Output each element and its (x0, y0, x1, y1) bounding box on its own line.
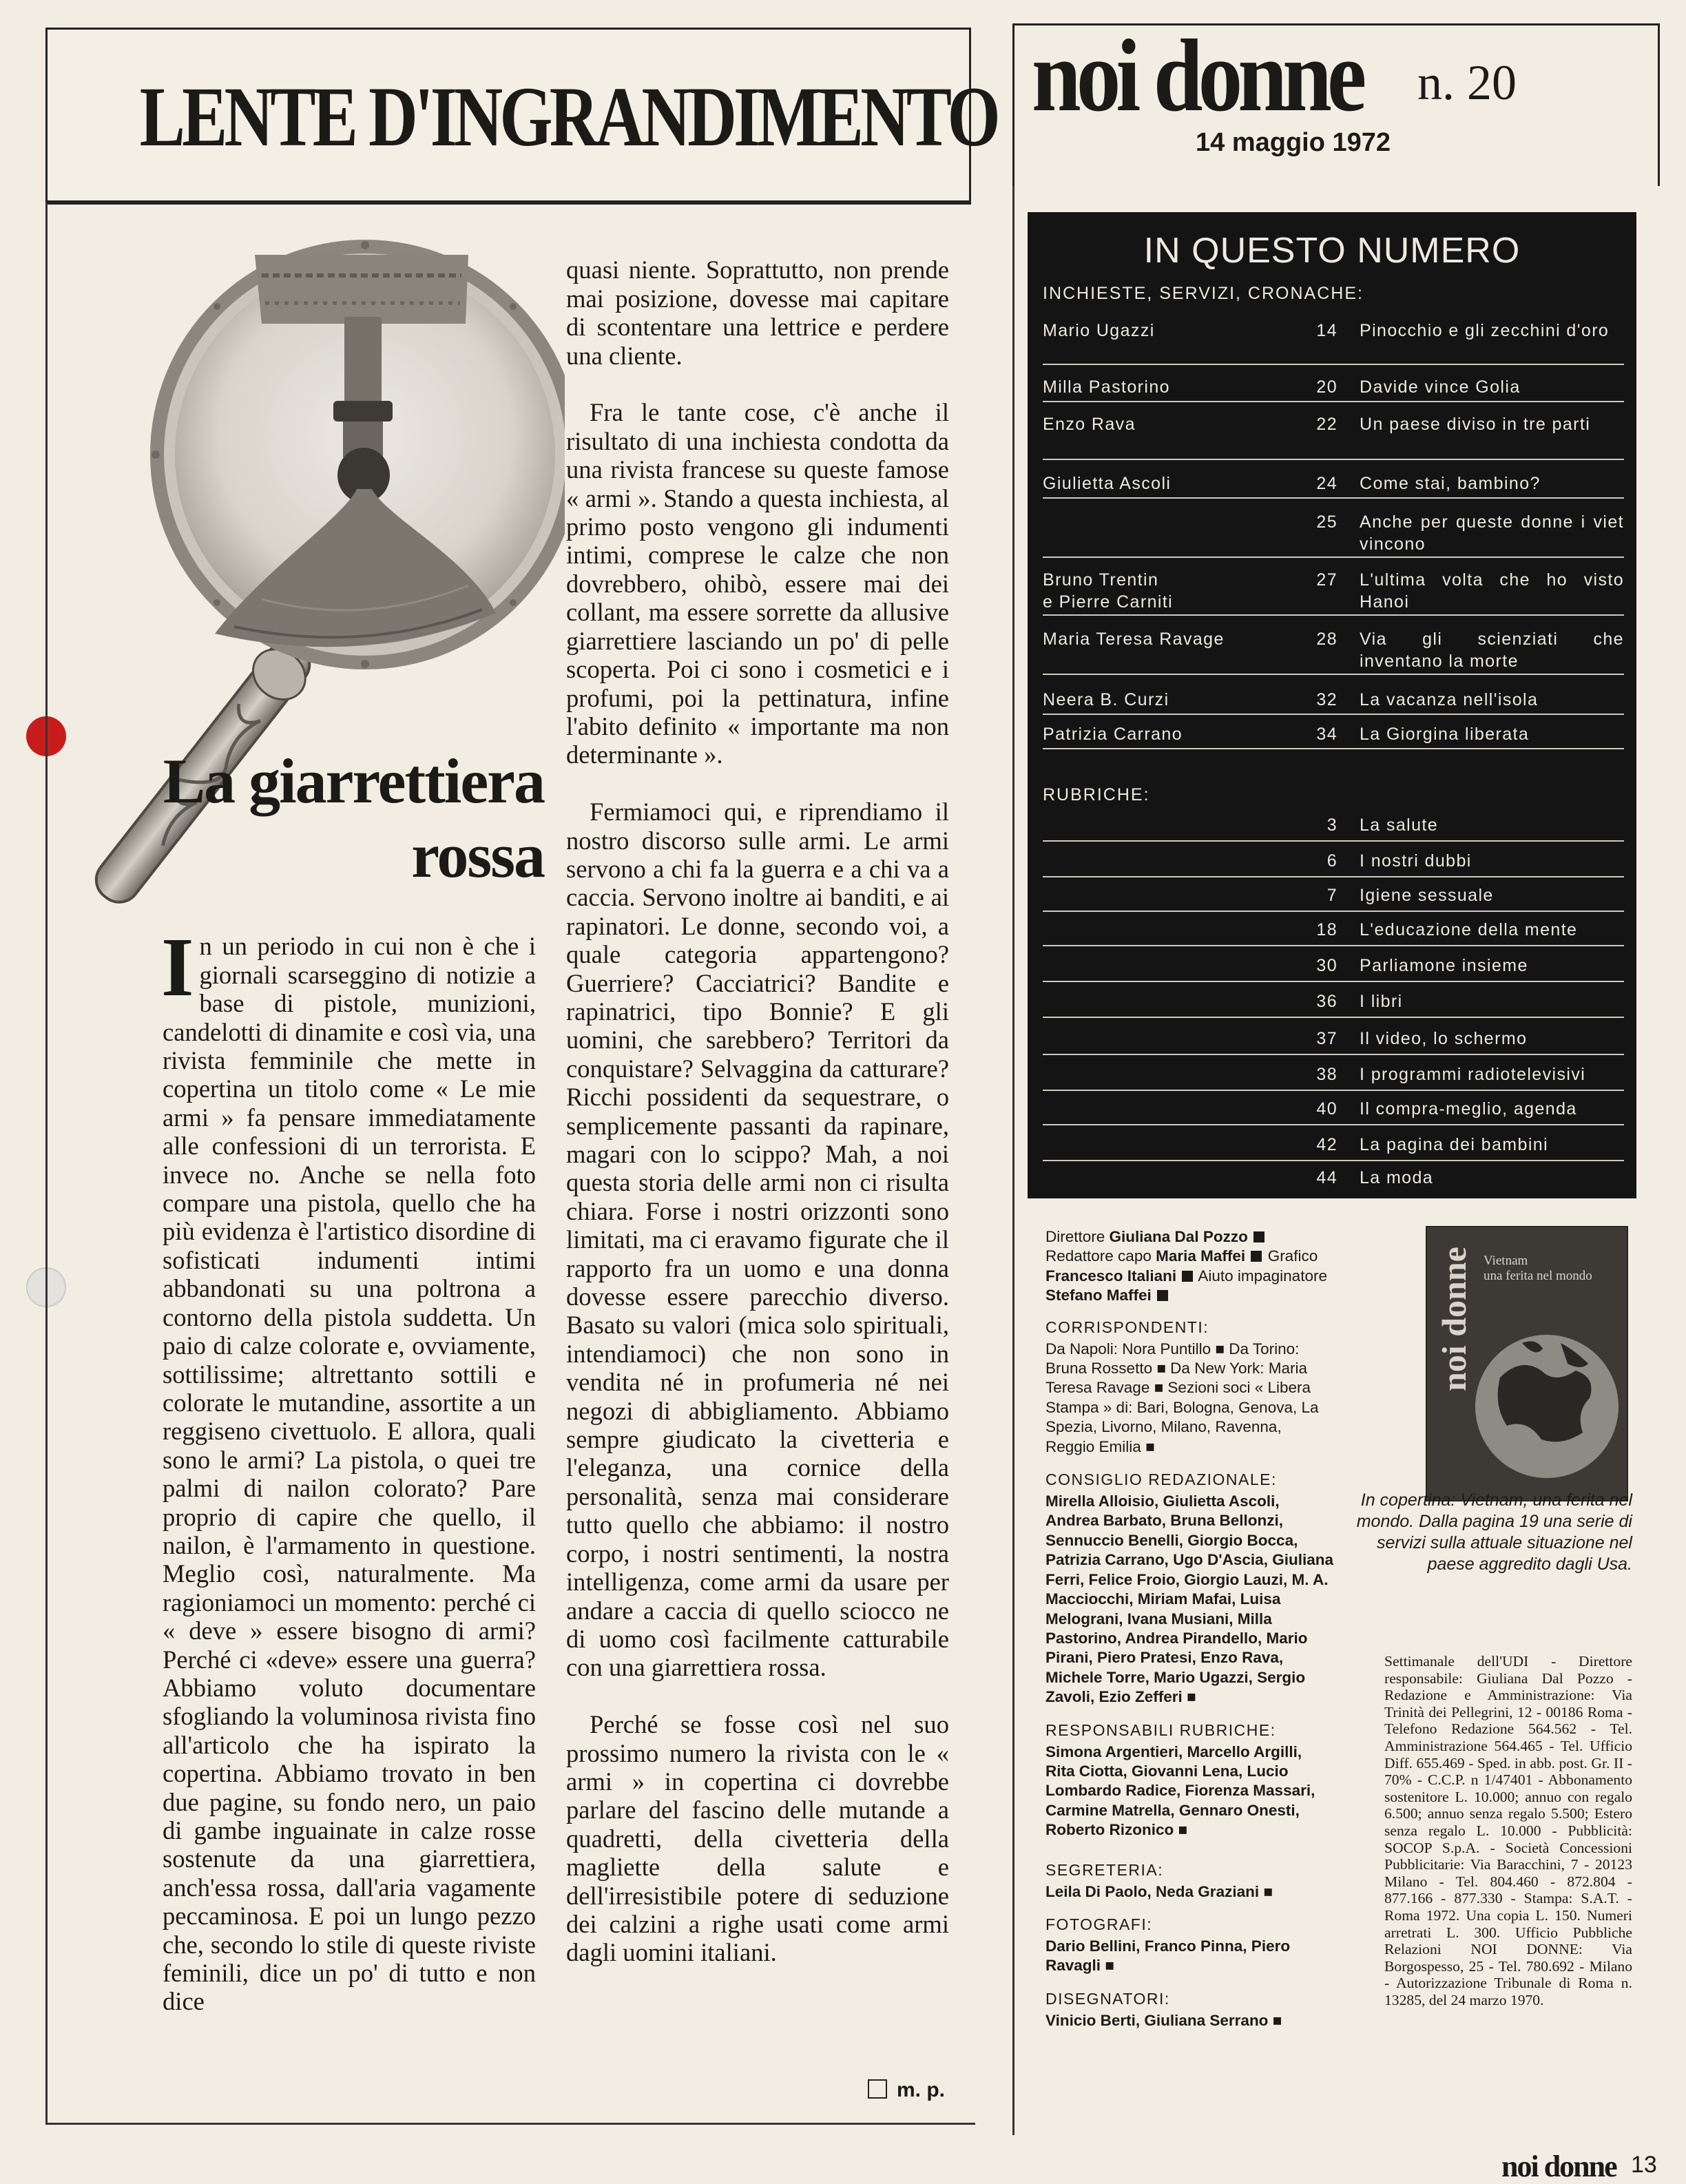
toc-column-row (1043, 884, 1624, 912)
toc-column-title: La moda (1360, 1168, 1434, 1187)
cover-headline: una ferita nel mondo (1484, 1269, 1592, 1283)
toc-page: 22 (1316, 415, 1338, 434)
credits-body: Vinicio Berti, Giuliana Serrano ■ (1045, 2011, 1282, 2029)
credits-heading: CORRISPONDENTI: (1045, 1318, 1209, 1336)
frame-rule (45, 2123, 975, 2125)
toc-page: 3 (1326, 815, 1338, 835)
toc-column-row (1043, 955, 1624, 982)
toc-article-title: La Giorgina liberata (1360, 725, 1530, 744)
toc-column-row (1043, 814, 1624, 842)
drop-cap: I (161, 921, 194, 1015)
toc-column-title: I nostri dubbi (1360, 851, 1472, 871)
article-paragraph (161, 921, 536, 2016)
toc-page: 20 (1316, 377, 1338, 397)
toc-article-title: Un paese diviso in tre parti (1360, 415, 1591, 434)
section-header-box (45, 28, 997, 202)
article-paragraph: Perché se fosse così nel suo prossimo numero la rivista con le « armi » in copertina ci dovrebbe parlare del fascino delle mutande a quadretti, della civetteria della magliette della salute e dell'irresistibile potere di seduzione dei calzini a righe usati come armi dagli uomini italiani. (566, 1710, 949, 1967)
toc-page: 25 (1316, 512, 1338, 532)
credit-role: Aiuto impaginatore (1194, 1267, 1327, 1285)
toc-page: 42 (1316, 1135, 1338, 1154)
toc-section-heading: INCHIESTE, SERVIZI, CRONACHE: (1043, 284, 1364, 303)
author-signature (868, 2079, 945, 2102)
toc-column-row (1043, 850, 1624, 877)
toc-column-title: I libri (1360, 992, 1403, 1011)
article-title-line: La giarrettiera (163, 746, 544, 816)
credit-person: Stefano Maffei (1045, 1287, 1152, 1304)
toc-article-title: Anche per queste donne i viet vincono (1360, 512, 1624, 554)
toc-column-title: Il video, lo schermo (1360, 1029, 1528, 1048)
toc-author: Milla Pastorino (1043, 377, 1170, 397)
toc-column-row (1043, 1063, 1624, 1091)
toc-title: IN QUESTO NUMERO (1143, 231, 1521, 271)
toc-column-row (1043, 1098, 1624, 1125)
toc-page: 44 (1316, 1168, 1338, 1187)
bullet-square (1253, 1231, 1264, 1242)
credit-person: Maria Maffei (1156, 1247, 1246, 1265)
article-paragraph: Fra le tante cose, c'è anche il risultato di una inchiesta condotta da una rivista francese su queste famose « armi ». Stando a questa inchiesta, al primo posto vengono gli indumenti intimi, comprese le calze che non dovrebbero, ohibò, essere mai dei collant, ma essere sorrette da allusive giarrettiere lasciando un po' di pelle scoperta. Poi ci sono i cosmetici e i profumi, poi la pettinatura, infine l'abito definito « importante ma non determinante ». (566, 398, 949, 769)
cover-headline: Vietnam (1484, 1254, 1528, 1268)
toc-column-row (1043, 1167, 1624, 1192)
credits-body: Leila Di Paolo, Neda Graziani ■ (1045, 1882, 1273, 1900)
credit-person: Giuliana Dal Pozzo (1109, 1228, 1248, 1245)
toc-article-row (1043, 472, 1624, 499)
toc-page: 18 (1316, 920, 1338, 939)
article-paragraph-text: n un periodo in cui non è che i giornali scarseggino di notizie a base di pistole, munizioni, candelotti di dinamite e così via, una rivista femminile che mette in copertina un titolo come « Le mie armi » fa pensare immediatamente alle confessioni di un terrorista. E invece no. Anche se nella foto compare una pistola, quello che ha più evidenza è l'artistico disordine di sofisticati indumenti intimi abbandonati su una poltrona a contorno della pistola suddetta. Un paio di calze colorate e, ovviamente, sottilissime; altrettanto sottili e colorate le mutandine, assortite a un reggiseno civettuolo. E allora, quali sono le armi? La pistola, o quei tre palmi di nailon colorato? Pare proprio di capire che quello, il nailon, è l'armamento in questione. Meglio così, naturalmente. Ma ragioniamoci un momento: perché ci « deve » essere bisogno di armi? Perché ci «deve» essere una guerra? Abbiamo voluto documentare sfogliando la voluminosa rivista fino all'articolo che ha ispirato la copertina. Abbiamo trovato in ben due pagine, su fondo nero, un paio di gambe inguainate in calze rosse sostenute da una giarrettiera, anch'essa rossa, dall'aria vagamente peccaminosa. E poi un lungo pezzo che, secondo lo stile di queste riviste feminili, dice un po' di tutto e non dice (163, 932, 536, 2016)
credit-person: Francesco Italiani (1045, 1267, 1177, 1285)
credits-heading: CONSIGLIO REDAZIONALE: (1045, 1470, 1277, 1489)
legal-notice: Settimanale dell'UDI - Direttore responsabile: Giuliana Dal Pozzo - Redazione e Amministrazione: Via Trinità dei Pellegrini, 12 - 00186 Roma - Telefono Redazione 564.562 - Tel. Amministrazione 564.465 - Tel. Ufficio Diff. 655.469 - Sped. in abb. post. Gr. II - 70% - C.C.P. n 1/47401 - Abbonamento sostenitore L. 10.000; annuo con regalo 6.500; annuo senza regalo 5.500; Estero senza regalo L. 10.000 - Pubblicità: SOCOP S.p.A. - Società Concessioni Pubblicitarie: Via Baracchini, 7 - 20123 Milano - Tel. 804.460 - 872.804 - 877.166 - 877.330 - Stampa: S.A.T. - Roma 1972. Una copia L. 150. Numeri arretrati L. 300. Ufficio Pubbliche Relazioni NOI DONNE: Via Borgospesso, 25 - Tel. 780.692 - Milano - Autorizzazione Tribunale di Roma n. 13285, del 24 marzo 1970. (1384, 1653, 1632, 2008)
magazine-logo: noi donne (1032, 19, 1362, 133)
credits-heading: RESPONSABILI RUBRICHE: (1045, 1720, 1276, 1739)
toc-author: Mario Ugazzi (1043, 321, 1155, 340)
article-title-line: rossa (411, 820, 544, 891)
toc-column-title: I programmi radiotelevisivi (1360, 1065, 1586, 1084)
toc-author: Enzo Rava (1043, 415, 1136, 434)
toc-column-title: L'educazione della mente (1360, 920, 1578, 939)
toc-column-title: Il compra-meglio, agenda (1360, 1099, 1577, 1119)
toc-author: Neera B. Curzi (1043, 690, 1169, 709)
toc-column-row (1043, 990, 1624, 1018)
toc-page: 6 (1326, 851, 1338, 871)
credits-body: Dario Bellini, Franco Pinna, Piero Ravagli ■ (1045, 1937, 1291, 1975)
toc-column-title: La pagina dei bambini (1360, 1135, 1549, 1154)
toc-article-row (1043, 320, 1624, 365)
credits-heading: SEGRETERIA: (1045, 1860, 1164, 1879)
toc-author: Maria Teresa Ravage (1043, 630, 1225, 649)
credit-role: Grafico (1267, 1247, 1318, 1265)
bullet-square (1157, 1290, 1168, 1301)
toc-article-row (1043, 723, 1624, 749)
article-paragraph: Fermiamoci qui, e riprendiamo il nostro discorso sulle armi. Le armi servono a chi fa la guerra e a chi va a caccia. Servono inoltre ai banditi, e ai rapinatori. Le donne, secondo voi, a quale categoria appartengono? Guerriere? Cacciatrici? Bandite e rapinatrici, tipo Bonnie? E gli uomini, che sarebbero? Territori da conquistare? Selvaggina da catturare? Ricchi possidenti da sequestrare, o semplicemente passanti da rapinare, magari con lo scippo? Mah, a noi questa storia delle armi non ci risulta chiara. Forse i nostri orizzonti sono limitati, ma ci eravamo figurate che il rapporto fra un uomo e una donna dovesse essere parecchio diverso. Basato su valori (mica solo spirituali, intendiamoci) che non sono in vendita né in profumeria né nei negozi di abbigliamento. Abbiamo sempre giudicato la civetteria e l'eleganza, una cornice della personalità, senza mai considerare tutto quello che abbiamo: il nostro corpo, i nostri sentimenti, la nostra intelligenza, come armi da usare per andare a caccia di quello sciocco ne di uomo così facilmente catturabile con una giarrettiera rossa. (566, 798, 949, 1682)
toc-article-title: Davide vince Golia (1360, 377, 1521, 397)
bullet-square (1182, 1271, 1193, 1282)
credits-heading: DISEGNATORI: (1045, 1989, 1170, 2008)
toc-page: 34 (1316, 725, 1338, 744)
toc-article-row (1043, 628, 1624, 675)
credits-body: Mirella Alloisio, Giulietta Ascoli, Andrea Barbato, Bruna Bellonzi, Sennuccio Benelli, Giorgio Bocca, Patrizia Carrano, Ugo D'Ascia, Giuliana Ferri, Felice Froio, Giorgio Lauzi, M. A. Macciocchi, Miriam Mafai, Luisa Melograni, Ivana Musiani, Milla Pastorino, Andrea Pirandello, Mario Pirani, Piero Pratesi, Enzo Rava, Michele Torre, Mario Ugazzi, Sergio Zavoli, Ezio Zefferi ■ (1045, 1493, 1333, 1706)
credits-body: Simona Argentieri, Marcello Argilli, Rita Ciotta, Giovanni Lena, Lucio Lombardo Radice, Fiorenza Massari, Carmine Matrella, Gennaro Onesti, Roberto Rizonico ■ (1045, 1743, 1315, 1839)
issue-date: 14 maggio 1972 (1196, 128, 1391, 157)
credit-role: Redattore capo (1045, 1247, 1156, 1265)
toc-page: 14 (1316, 321, 1338, 340)
credit-role: Direttore (1045, 1228, 1110, 1245)
article-title (158, 744, 544, 893)
staff-credits (1045, 1227, 1333, 1306)
toc-column-row (1043, 1134, 1624, 1161)
toc-page: 38 (1316, 1065, 1338, 1084)
toc-article-row (1043, 569, 1624, 616)
signature-text: m. p. (897, 2079, 946, 2101)
toc-article-row (1043, 376, 1624, 402)
end-mark-box (868, 2079, 887, 2099)
toc-article-row (1043, 689, 1624, 715)
page-number: 13 (1631, 2152, 1657, 2178)
toc-column-title: La salute (1360, 815, 1439, 835)
frame-rule (45, 202, 971, 205)
credits-body: Da Napoli: Nora Puntillo ■ Da Torino: Bruna Rossetto ■ Da New York: Maria Teresa Ravage ■ Sezioni soci « Libera Stampa » di: Bari, Bologna, Genova, La Spezia, Livorno, Milano, Ravenna, Reggio Emilia ■ (1045, 1340, 1319, 1455)
table-of-contents (1028, 212, 1636, 1198)
section-title: LENTE D'INGRANDIMENTO (139, 70, 997, 164)
toc-article-title: Come stai, bambino? (1360, 474, 1541, 493)
toc-article-title: L'ultima volta che ho visto Hanoi (1360, 570, 1624, 612)
footer-logo: noi donne (1501, 2150, 1616, 2183)
toc-page: 27 (1316, 570, 1338, 590)
bullet-square (1251, 1251, 1262, 1262)
toc-column-row (1043, 1028, 1624, 1055)
cover-thumbnail (1426, 1226, 1628, 1501)
cover-caption: In copertina: Vietnam, una ferita nel mondo. Dalla pagina 19 una serie di servizi sulla attuale situazione nel paese aggredito dagli Usa. (1356, 1490, 1632, 1574)
toc-page: 36 (1316, 992, 1338, 1011)
toc-page: 37 (1316, 1029, 1338, 1048)
issue-number: n. 20 (1417, 55, 1517, 110)
toc-article-row (1043, 511, 1624, 558)
toc-author: Bruno Trentin e Pierre Carniti (1043, 570, 1174, 612)
article-column-2 (566, 227, 949, 1995)
toc-section-heading: RUBRICHE: (1043, 785, 1150, 804)
toc-page: 40 (1316, 1099, 1338, 1119)
toc-column-row (1043, 919, 1624, 946)
toc-article-title: Via gli scienziati che inventano la morte (1360, 630, 1624, 671)
article-column-1 (163, 904, 536, 2044)
toc-author: Giulietta Ascoli (1043, 474, 1172, 493)
toc-page: 24 (1316, 474, 1338, 493)
toc-article-title: Pinocchio e gli zecchini d'oro (1360, 321, 1610, 340)
frame-rule (45, 202, 48, 2124)
toc-author: Patrizia Carrano (1043, 725, 1183, 744)
toc-page: 7 (1326, 886, 1338, 905)
toc-page: 30 (1316, 956, 1338, 975)
toc-article-title: La vacanza nell'isola (1360, 690, 1539, 709)
toc-column-title: Igiene sessuale (1360, 886, 1494, 905)
credits-column (1045, 1227, 1333, 2030)
article-paragraph: quasi niente. Soprattutto, non prende mai posizione, dovesse mai capitare di scontentare una lettrice e perdere una cliente. (566, 256, 949, 370)
credits-heading: FOTOGRAFI: (1045, 1915, 1153, 1933)
toc-page: 32 (1316, 690, 1338, 709)
cover-logo: noi donne (1435, 1247, 1473, 1391)
toc-article-row (1043, 413, 1624, 460)
frame-rule (1012, 186, 1014, 2135)
toc-column-title: Parliamone insieme (1360, 956, 1528, 975)
toc-page: 28 (1316, 630, 1338, 649)
